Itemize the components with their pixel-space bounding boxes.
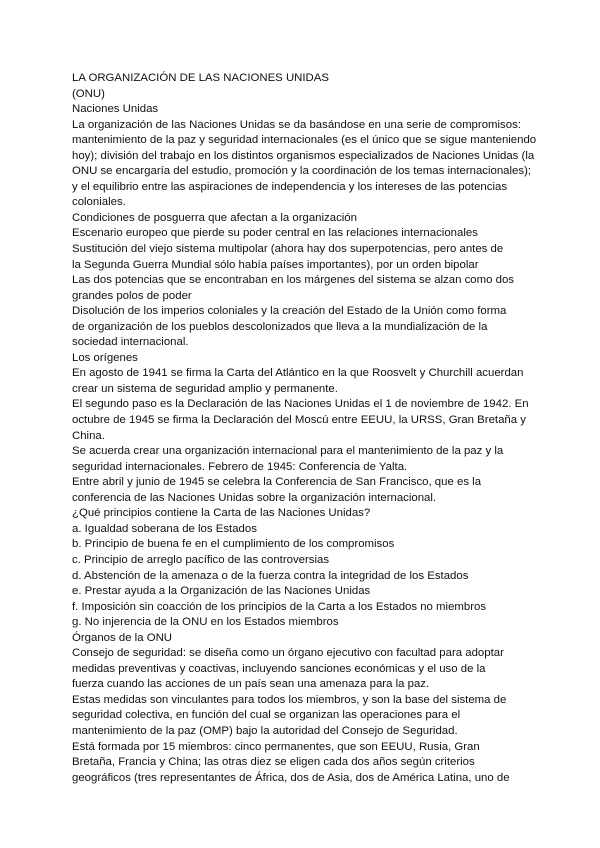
text-line: La organización de las Naciones Unidas se da basándose en una serie de compromisos: xyxy=(72,118,521,131)
text-line: de organización de los pueblos descolonizados que lleva a la mundialización de la xyxy=(72,320,488,333)
text-line: Se acuerda crear una organización internacional para el mantenimiento de la paz y la xyxy=(72,445,504,458)
text-line: d. Abstención de la amenaza o de la fuerza contra la integridad de los Estados xyxy=(72,569,469,582)
text-line: ¿Qué principios contiene la Carta de las Naciones Unidas? xyxy=(72,507,371,520)
text-line: Estas medidas son vinculantes para todos los miembros, y son la base del sistema de xyxy=(72,693,507,706)
text-line: a. Igualdad soberana de los Estados xyxy=(72,522,257,535)
text-line: g. No injerencia de la ONU en los Estados miembros xyxy=(72,616,339,629)
text-line: crear un sistema de seguridad amplio y permanente. xyxy=(72,382,338,395)
text-line: medidas preventivas y coactivas, incluyendo sanciones económicas y el uso de la xyxy=(72,662,486,675)
text-line: fuerza cuando las acciones de un país sean una amenaza para la paz. xyxy=(72,678,430,691)
text-line: grandes polos de poder xyxy=(72,289,192,302)
text-line: Condiciones de posguerra que afectan a la organización xyxy=(72,211,357,224)
text-line: El segundo paso es la Declaración de las Naciones Unidas el 1 de noviembre de 1942. En xyxy=(72,398,529,411)
text-line: la Segunda Guerra Mundial sólo había países importantes), por un orden bipolar xyxy=(72,258,479,271)
text-line: b. Principio de buena fe en el cumplimiento de los compromisos xyxy=(72,538,395,551)
text-line: mantenimiento de la paz (OMP) bajo la autoridad del Consejo de Seguridad. xyxy=(72,724,458,737)
text-line: Órganos de la ONU xyxy=(72,631,173,644)
text-line: seguridad colectiva, en función del cual se organizan las operaciones para el xyxy=(72,709,461,722)
text-line: conferencia de las Naciones Unidas sobre la organización internacional. xyxy=(72,491,437,504)
text-line: LA ORGANIZACIÓN DE LAS NACIONES UNIDAS xyxy=(72,72,329,84)
text-line: Los orígenes xyxy=(72,351,138,364)
text-line: geográficos (tres representantes de África, dos de Asia, dos de América Latina, uno de xyxy=(72,771,510,784)
text-line: octubre de 1945 se firma la Declaración del Moscú entre EEUU, la URSS, Gran Bretaña y xyxy=(72,414,526,427)
text-line: En agosto de 1941 se firma la Carta del Atlántico en la que Roosvelt y Churchill acuerdan xyxy=(72,367,524,380)
text-line: Bretaña, Francia y China; las otras diez se eligen cada dos años según criterios xyxy=(72,756,475,769)
document-body xyxy=(72,71,542,786)
text-line: y el equilibrio entre las aspiraciones de independencia y los intereses de las potencias xyxy=(72,180,508,193)
text-line: (ONU) xyxy=(72,87,105,100)
text-line: Las dos potencias que se encontraban en los márgenes del sistema se alzan como dos xyxy=(72,274,514,287)
text-line: ONU se encargaría del estudio, promoción y la coordinación de los temas internacionales); xyxy=(72,165,532,178)
text-line: e. Prestar ayuda a la Organización de las Naciones Unidas xyxy=(72,585,371,598)
text-line: Consejo de seguridad: se diseña como un órgano ejecutivo con facultad para adoptar xyxy=(72,647,504,660)
text-line: sociedad internacional. xyxy=(72,336,189,349)
text-line: Está formada por 15 miembros: cinco permanentes, que son EEUU, Rusia, Gran xyxy=(72,740,480,753)
text-line: Naciones Unidas xyxy=(72,103,159,116)
text-line: Disolución de los imperios coloniales y la creación del Estado de la Unión como forma xyxy=(72,305,507,318)
text-line: hoy); división del trabajo en los distintos organismos especializados de Naciones Unidas (la xyxy=(72,149,535,162)
text-line: Sustitución del viejo sistema multipolar (ahora hay dos superpotencias, pero antes de xyxy=(72,243,504,256)
text-line: mantenimiento de la paz y seguridad internacionales (es el único que se sigue manteniendo xyxy=(72,134,537,147)
text-line: Escenario europeo que pierde su poder central en las relaciones internacionales xyxy=(72,227,478,240)
text-line: f. Imposición sin coacción de los principios de la Carta a los Estados no miembros xyxy=(72,600,487,613)
text-line: China. xyxy=(72,429,105,442)
text-line: seguridad internacionales. Febrero de 1945: Conferencia de Yalta. xyxy=(72,460,408,473)
text-line: Entre abril y junio de 1945 se celebra la Conferencia de San Francisco, que es la xyxy=(72,476,482,489)
text-line: c. Principio de arreglo pacífico de las controversias xyxy=(72,553,330,566)
text-line: coloniales. xyxy=(72,196,126,209)
